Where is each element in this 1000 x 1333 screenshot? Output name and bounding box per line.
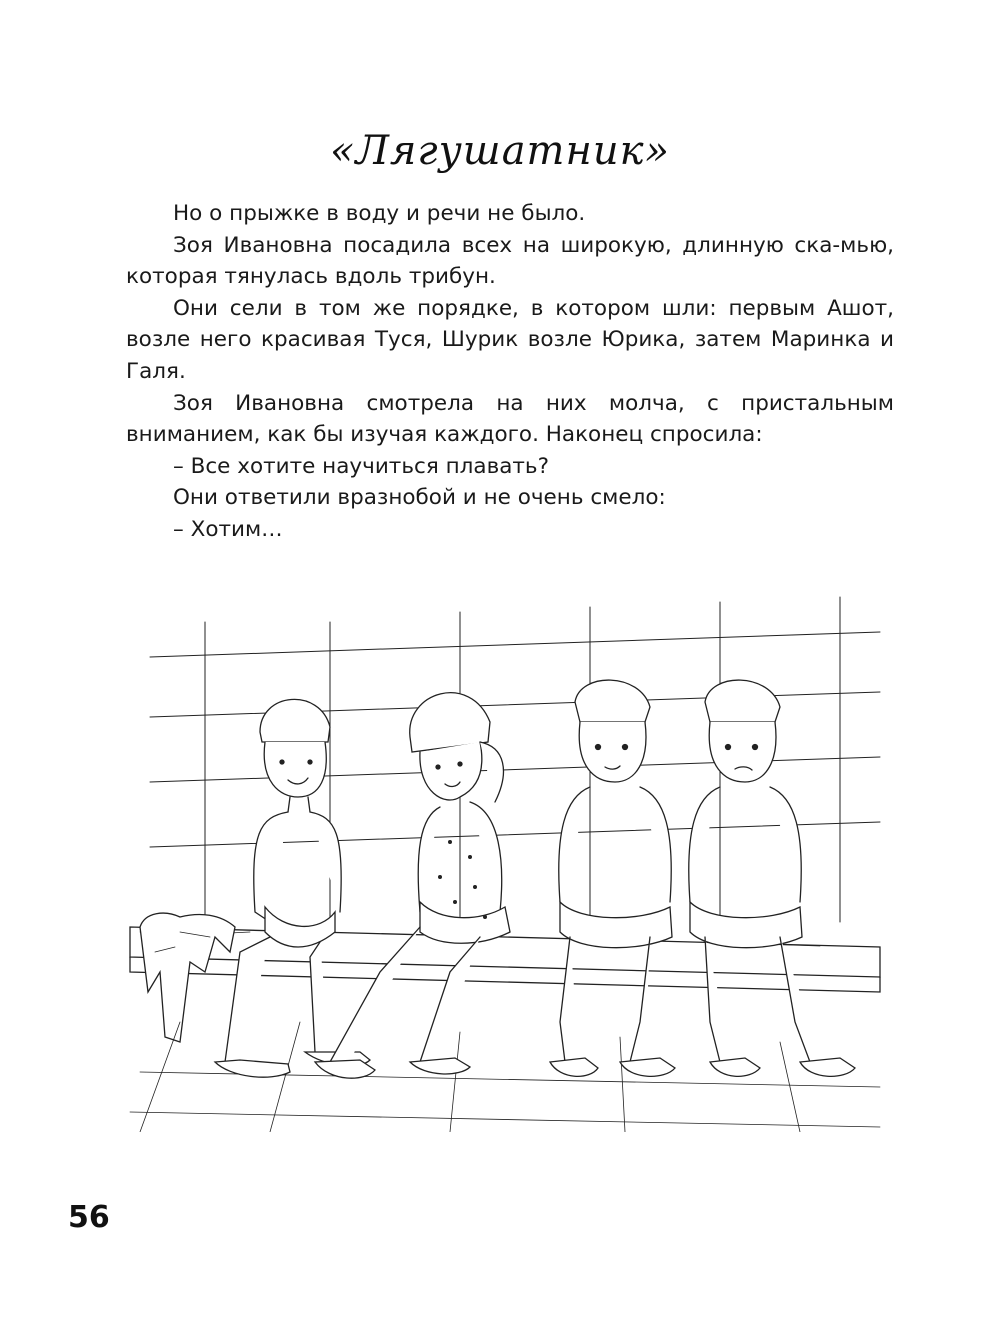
children-on-bench-illustration [120,592,890,1132]
child-figure [550,680,675,1076]
paragraph: Зоя Ивановна смотрела на них молча, с пристальным вниманием, как бы изучая каждого. Наконец спросила: [126,390,894,448]
child-figure [315,693,510,1078]
page-number: 56 [68,1200,110,1235]
body-text [126,198,894,546]
paragraph: Зоя Ивановна посадила всех на широкую, длинную ска-мью, которая тянулась вдоль трибун. [126,232,894,290]
paragraph: Они сели в том же порядке, в котором шли: первым Ашот, возле него красивая Туся, Шурик возле Юрика, затем Маринка и Галя. [126,295,894,384]
paragraph: – Хотим… [173,516,283,542]
child-figure [689,680,855,1076]
paragraph: – Все хотите научиться плавать? [173,453,550,479]
paragraph: Они ответили вразнобой и не очень смело: [173,485,666,511]
chapter-title: «Лягушатник» [330,128,670,174]
paragraph: Но о прыжке в воду и речи не было. [173,201,586,226]
clothes [140,913,235,1042]
child-figure [215,699,370,1077]
